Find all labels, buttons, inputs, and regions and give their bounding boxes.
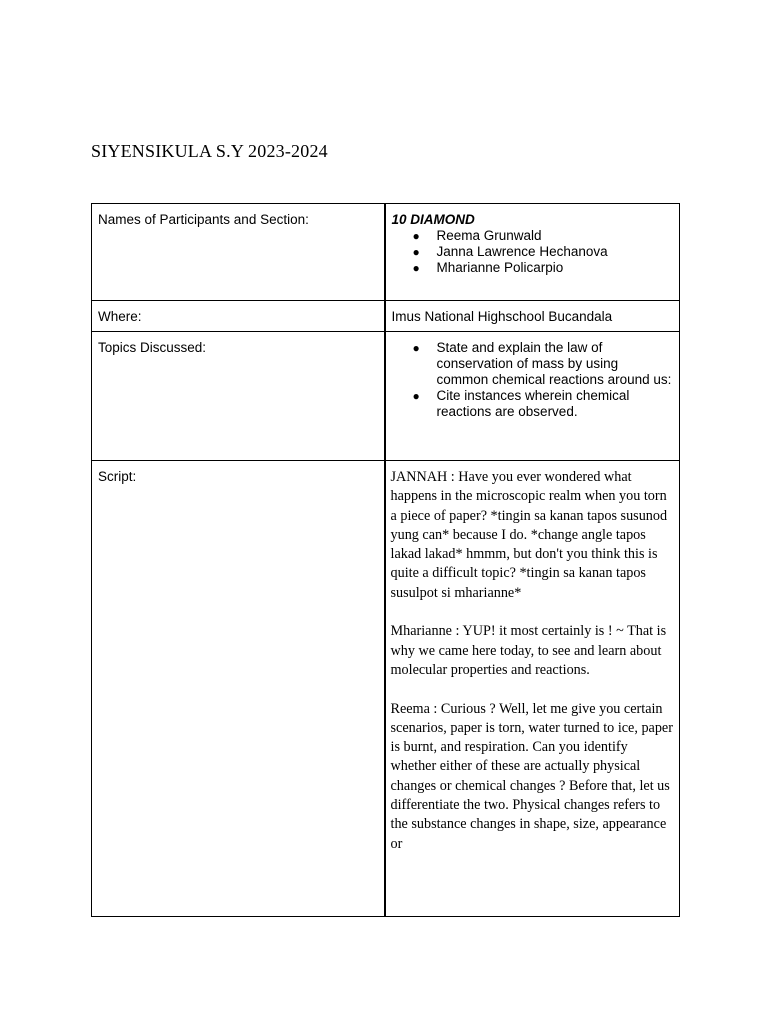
participants-row [92,204,680,301]
participants-list [392,228,674,276]
bullet-icon: ● [412,341,420,355]
list-item [392,340,674,388]
participants-label: Names of Participants and Section: [92,204,385,301]
topics-row [92,332,680,461]
script-paragraph: Mharianne : YUP! it most certainly is ! ~ That is why we came here today, to see and learn about molecular properties and reactions. [390,623,667,678]
script-paragraph: JANNAH : Have you ever wondered what happens in the microscopic realm when you torn a piece of paper? *tingin sa kanan tapos susunod yung can* because I do. *change angle tapos lakad lakad* hmmm, but don't you think this is quite a difficult topic? *tingin sa kanan tapos susulpot si mharianne* [390,469,668,601]
list-item [392,244,674,260]
document-title: SIYENSIKULA S.Y 2023-2024 [91,141,328,161]
topics-value [385,332,680,461]
bullet-icon: ● [412,245,420,259]
script-value [385,461,680,917]
where-value: Imus National Highschool Bucandala [385,301,680,332]
list-item [392,228,674,244]
topic-text: State and explain the law of conservation of mass by using common chemical reactions around us: [436,340,672,387]
section-name: 10 DIAMOND [391,212,475,227]
participant-name: Mharianne Policarpio [436,260,564,275]
participant-name: Reema Grunwald [436,228,542,243]
script-paragraph: Reema : Curious ? Well, let me give you certain scenarios, paper is torn, water turned to ice, paper is burnt, and respiration. Can you identify whether either of these are actually physical changes or chemical changes ? Before that, let us differentiate the two. Physical changes refers to the substance changes in shape, size, appearance or [390,700,673,852]
script-row [92,461,680,917]
bullet-icon: ● [412,389,420,403]
topic-text: Cite instances wherein chemical reactions are observed. [436,388,630,419]
where-row [92,301,680,332]
participants-value [385,204,680,301]
participant-name: Janna Lawrence Hechanova [436,244,608,259]
info-table [91,203,680,917]
bullet-icon: ● [412,261,420,275]
list-item [392,388,674,420]
topics-label: Topics Discussed: [92,332,385,461]
script-label: Script: [92,461,385,917]
bullet-icon: ● [412,229,420,243]
topics-list [392,340,674,420]
where-label: Where: [92,301,385,332]
list-item [392,260,674,276]
